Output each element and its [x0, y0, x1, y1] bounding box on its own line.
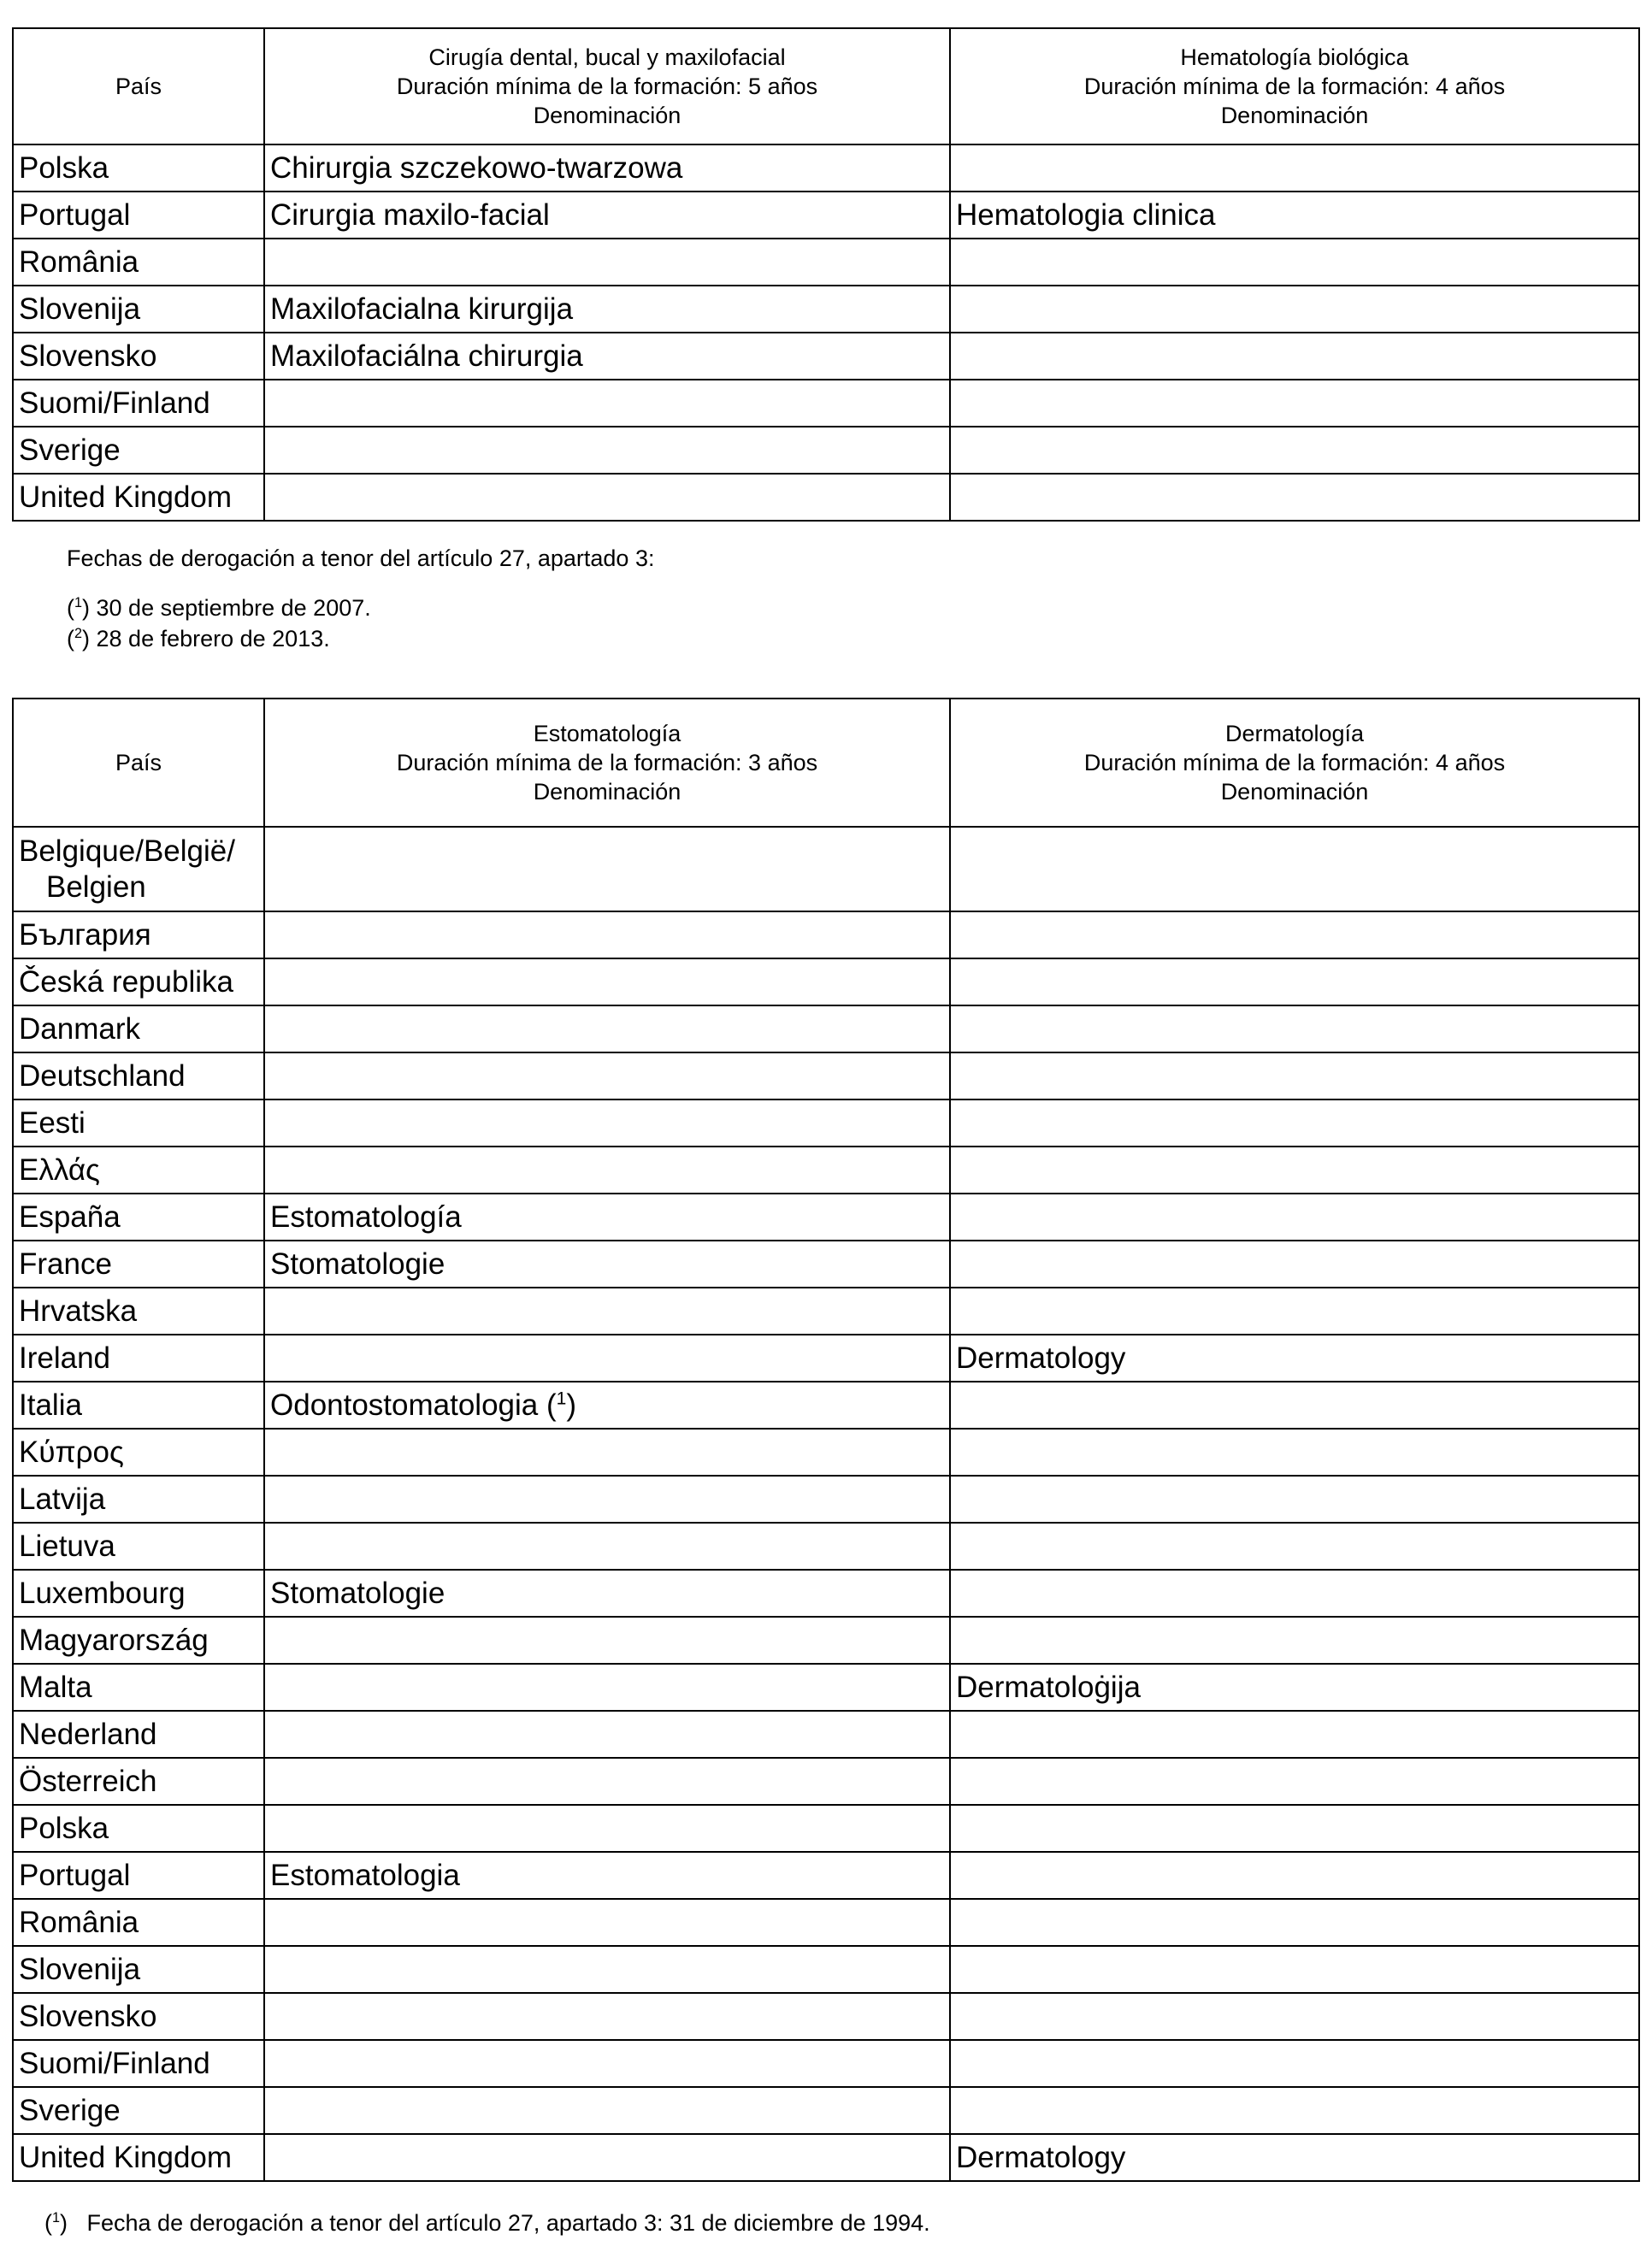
denomination-cell — [264, 1664, 950, 1711]
denomination-cell — [950, 1852, 1639, 1899]
denomination-cell — [950, 380, 1639, 427]
country-cell: Österreich — [13, 1758, 264, 1805]
country-cell — [13, 827, 264, 911]
denomination-cell — [264, 1288, 950, 1335]
denomination-cell — [950, 1005, 1639, 1052]
denomination-cell — [264, 911, 950, 958]
header-specialty: Dermatología — [1224, 721, 1365, 746]
table-row — [13, 1147, 1639, 1194]
denomination-cell: Dermatoloġija — [950, 1664, 1639, 1711]
denomination-cell — [950, 827, 1639, 911]
repeal-dates-notes — [67, 543, 654, 574]
denomination-cell — [264, 1711, 950, 1758]
denomination-cell — [264, 1617, 950, 1664]
denomination-cell — [264, 827, 950, 911]
denomination-cell: Cirurgia maxilo-facial — [264, 192, 950, 239]
denomination-cell — [264, 1429, 950, 1476]
denomination-cell — [264, 1335, 950, 1382]
denomination-cell — [950, 1993, 1639, 2040]
table-row — [13, 286, 1639, 333]
denomination-cell — [950, 1711, 1639, 1758]
table-row — [13, 333, 1639, 380]
denomination-cell — [950, 1476, 1639, 1523]
table-row — [13, 1899, 1639, 1946]
table-surgery-hematology — [12, 27, 1640, 522]
country-cell: United Kingdom — [13, 2134, 264, 2181]
denomination-cell — [950, 958, 1639, 1005]
table-row — [13, 1099, 1639, 1147]
table-row — [13, 1664, 1639, 1711]
country-cell: Italia — [13, 1382, 264, 1429]
country-cell: România — [13, 1899, 264, 1946]
country-cell: Česká republika — [13, 958, 264, 1005]
country-line: Belgique/België/ — [19, 834, 235, 868]
denomination-cell: Stomatologie — [264, 1241, 950, 1288]
table-row — [13, 1993, 1639, 2040]
table-row — [13, 1523, 1639, 1570]
table-row — [13, 1946, 1639, 1993]
denomination-cell — [950, 2040, 1639, 2087]
country-cell: Slovenija — [13, 286, 264, 333]
denomination-cell — [264, 1899, 950, 1946]
denomination-cell — [264, 1005, 950, 1052]
denomination-cell — [950, 1899, 1639, 1946]
country-line: Belgien — [46, 870, 146, 904]
country-cell: Suomi/Finland — [13, 2040, 264, 2087]
table-row — [13, 1711, 1639, 1758]
country-cell: España — [13, 1194, 264, 1241]
denomination-cell — [264, 1805, 950, 1852]
country-cell: Slovenija — [13, 1946, 264, 1993]
country-cell: Slovensko — [13, 1993, 264, 2040]
denomination-cell — [264, 1993, 950, 2040]
table-stomatology-dermatology — [12, 698, 1640, 2182]
table-row — [13, 1335, 1639, 1382]
denomination-cell — [950, 1429, 1639, 1476]
country-cell: Polska — [13, 1805, 264, 1852]
denomination-cell — [950, 144, 1639, 192]
denomination-cell — [950, 333, 1639, 380]
denomination-cell — [950, 239, 1639, 286]
denomination-cell — [950, 474, 1639, 521]
repeal-dates-list — [67, 592, 371, 654]
denomination-cell — [950, 1194, 1639, 1241]
country-cell: România — [13, 239, 264, 286]
table-row — [13, 427, 1639, 474]
denomination-cell — [264, 1099, 950, 1147]
note-item: ($^2$) 28 de febrero de 2013. — [67, 626, 330, 651]
table-row — [13, 1805, 1639, 1852]
country-cell: Eesti — [13, 1099, 264, 1147]
notes-intro: Fechas de derogación a tenor del artículo 27, apartado 3: — [67, 545, 655, 571]
country-cell: Slovensko — [13, 333, 264, 380]
footnote — [44, 2208, 930, 2238]
denomination-cell: Odontostomatologia ($^1$) — [264, 1382, 950, 1429]
country-cell: Suomi/Finland — [13, 380, 264, 427]
country-cell: България — [13, 911, 264, 958]
table-row — [13, 1288, 1639, 1335]
country-cell: Sverige — [13, 427, 264, 474]
header-denomination: Denominación — [1220, 779, 1369, 805]
denomination-cell: Dermatology — [950, 2134, 1639, 2181]
denomination-cell — [950, 1052, 1639, 1099]
table-row — [13, 2087, 1639, 2134]
header-denomination: Denominación — [533, 779, 681, 805]
table-row — [13, 1476, 1639, 1523]
table-header-row — [13, 699, 1639, 827]
country-cell: Polska — [13, 144, 264, 192]
denomination-cell — [950, 1946, 1639, 1993]
denomination-cell — [264, 380, 950, 427]
header-dermatology — [950, 699, 1639, 827]
denomination-cell: Estomatología — [264, 1194, 950, 1241]
country-cell: Sverige — [13, 2087, 264, 2134]
denomination-cell — [950, 1570, 1639, 1617]
denomination-cell — [264, 958, 950, 1005]
table-header-row — [13, 28, 1639, 144]
country-cell: Ireland — [13, 1335, 264, 1382]
denomination-cell: Maxilofacialna kirurgija — [264, 286, 950, 333]
denomination-cell — [950, 1617, 1639, 1664]
denomination-cell — [264, 427, 950, 474]
denomination-cell — [950, 427, 1639, 474]
header-specialty: Estomatología — [533, 721, 681, 746]
denomination-cell — [264, 1758, 950, 1805]
denomination-cell — [950, 1805, 1639, 1852]
header-hematology — [950, 28, 1639, 144]
header-oral-surgery — [264, 28, 950, 144]
table-row — [13, 1570, 1639, 1617]
table-row — [13, 1852, 1639, 1899]
table-row — [13, 2134, 1639, 2181]
footnote-text: ($^1$) Fecha de derogación a tenor del artículo 27, apartado 3: 31 de diciembre de 1994. — [44, 2210, 930, 2236]
header-duration: Duración mínima de la formación: 3 años — [396, 750, 818, 775]
country-cell: Nederland — [13, 1711, 264, 1758]
header-duration: Duración mínima de la formación: 5 años — [396, 74, 818, 99]
note-item: ($^1$) 30 de septiembre de 2007. — [67, 595, 371, 621]
denomination-cell — [950, 1241, 1639, 1288]
country-cell: Malta — [13, 1664, 264, 1711]
denomination-cell — [950, 286, 1639, 333]
country-cell: Deutschland — [13, 1052, 264, 1099]
table-row — [13, 380, 1639, 427]
denomination-cell: Stomatologie — [264, 1570, 950, 1617]
country-cell: Luxembourg — [13, 1570, 264, 1617]
denomination-cell — [264, 474, 950, 521]
table-row — [13, 1617, 1639, 1664]
country-cell: Hrvatska — [13, 1288, 264, 1335]
table-row — [13, 1052, 1639, 1099]
denomination-cell — [950, 911, 1639, 958]
country-cell: United Kingdom — [13, 474, 264, 521]
country-cell: Ελλάς — [13, 1147, 264, 1194]
denomination-cell: Chirurgia szczekowo-twarzowa — [264, 144, 950, 192]
table-row — [13, 1005, 1639, 1052]
header-country: País — [13, 699, 264, 827]
country-cell: Magyarország — [13, 1617, 264, 1664]
denomination-cell: Dermatology — [950, 1335, 1639, 1382]
table-row — [13, 1429, 1639, 1476]
table-row — [13, 1241, 1639, 1288]
denomination-cell — [950, 1147, 1639, 1194]
header-specialty: Cirugía dental, bucal y maxilofacial — [428, 44, 786, 70]
denomination-cell — [950, 1288, 1639, 1335]
denomination-cell — [950, 1523, 1639, 1570]
country-cell: Danmark — [13, 1005, 264, 1052]
header-denomination: Denominación — [533, 103, 681, 128]
table-row — [13, 239, 1639, 286]
denomination-cell — [264, 239, 950, 286]
header-country: País — [13, 28, 264, 144]
denomination-cell: Hematologia clinica — [950, 192, 1639, 239]
denomination-cell — [950, 1099, 1639, 1147]
denomination-cell — [264, 1052, 950, 1099]
country-cell: Latvija — [13, 1476, 264, 1523]
table-row — [13, 827, 1639, 911]
country-cell: Κύπρος — [13, 1429, 264, 1476]
header-duration: Duración mínima de la formación: 4 años — [1083, 74, 1506, 99]
denomination-cell — [264, 1946, 950, 1993]
denomination-cell: Estomatologia — [264, 1852, 950, 1899]
denomination-cell — [264, 2087, 950, 2134]
table-row — [13, 911, 1639, 958]
denomination-cell — [950, 2087, 1639, 2134]
denomination-cell — [264, 1523, 950, 1570]
table-row — [13, 958, 1639, 1005]
denomination-cell — [264, 1476, 950, 1523]
denomination-cell — [264, 1147, 950, 1194]
denomination-cell — [950, 1758, 1639, 1805]
table-row — [13, 474, 1639, 521]
country-cell: Portugal — [13, 192, 264, 239]
denomination-cell — [264, 2134, 950, 2181]
denomination-cell — [264, 2040, 950, 2087]
country-cell: Lietuva — [13, 1523, 264, 1570]
table-row — [13, 2040, 1639, 2087]
header-specialty: Hematología biológica — [1180, 44, 1409, 70]
header-denomination: Denominación — [1220, 103, 1369, 128]
header-stomatology — [264, 699, 950, 827]
denomination-cell — [950, 1382, 1639, 1429]
denomination-cell: Maxilofaciálna chirurgia — [264, 333, 950, 380]
header-duration: Duración mínima de la formación: 4 años — [1083, 750, 1506, 775]
table-row — [13, 1194, 1639, 1241]
country-cell: France — [13, 1241, 264, 1288]
country-cell: Portugal — [13, 1852, 264, 1899]
table-row — [13, 144, 1639, 192]
table-row — [13, 1382, 1639, 1429]
table-row — [13, 192, 1639, 239]
table-row — [13, 1758, 1639, 1805]
